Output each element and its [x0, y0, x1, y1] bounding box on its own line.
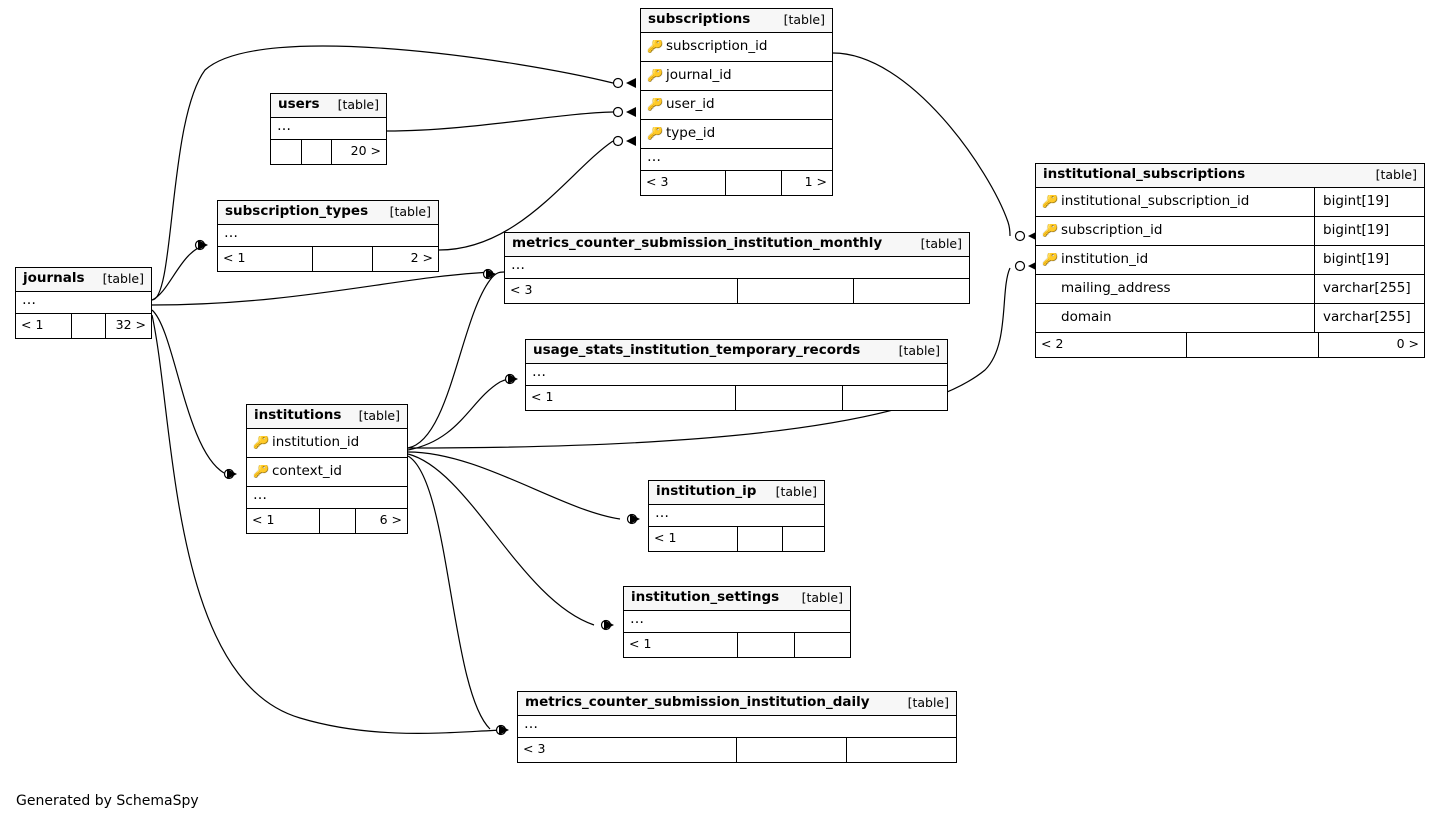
footer-incoming-count: < 1: [223, 250, 246, 266]
table-row[interactable]: [247, 458, 407, 487]
column-name: subscription_id: [666, 39, 768, 54]
table-row[interactable]: [247, 429, 407, 458]
column-name: mailing_address: [1061, 281, 1171, 296]
primary-key-icon: 🔑: [647, 39, 664, 54]
table-tag: [table]: [907, 694, 949, 710]
table-tag: [table]: [898, 342, 940, 358]
footer-incoming-count: < 1: [252, 512, 275, 528]
column-name: type_id: [666, 126, 716, 141]
primary-key-icon: 🔑: [253, 435, 270, 450]
table-name: journals: [23, 270, 85, 286]
table-tag: [table]: [337, 96, 379, 112]
table-usage-stats-institution-temporary-records[interactable]: [525, 339, 948, 411]
column-cell: [1036, 224, 1314, 238]
column-name: journal_id: [666, 68, 732, 83]
table-subscriptions[interactable]: [640, 8, 833, 196]
footer-incoming-count: < 3: [523, 741, 546, 757]
column-type: bigint[19]: [1314, 188, 1424, 216]
more-columns-indicator: …: [218, 225, 438, 247]
footer-middle: [736, 738, 846, 762]
footer-outgoing-count: [853, 279, 969, 303]
footer-middle: [735, 386, 842, 410]
table-body: [271, 118, 386, 164]
table-institutions[interactable]: [246, 404, 408, 534]
generated-by-credit: Generated by SchemaSpy: [16, 793, 199, 809]
table-tag: [table]: [1375, 166, 1417, 182]
table-tag: [table]: [783, 11, 825, 27]
more-columns-indicator: …: [526, 364, 947, 386]
column-type: varchar[255]: [1314, 275, 1424, 303]
column-name: subscription_id: [1061, 223, 1163, 238]
footer-outgoing-count: 1 >: [781, 171, 832, 195]
table-footer: [271, 140, 386, 164]
table-footer: [526, 386, 947, 410]
column-name: context_id: [272, 464, 342, 479]
footer-incoming-count: < 1: [629, 636, 652, 652]
table-row[interactable]: [641, 33, 832, 62]
table-body: [218, 225, 438, 271]
table-body: [641, 33, 832, 195]
column-name: institutional_subscription_id: [1061, 194, 1250, 209]
table-body: [624, 611, 850, 657]
primary-key-icon: 🔑: [1042, 194, 1059, 209]
table-footer: [649, 527, 824, 551]
footer-incoming-count: < 1: [531, 389, 554, 405]
footer-middle: [312, 247, 372, 271]
table-title: [641, 9, 832, 33]
column-name: domain: [1061, 310, 1112, 325]
table-name: subscription_types: [225, 203, 369, 219]
table-institution-ip[interactable]: [648, 480, 825, 552]
foreign-key-icon: 🔑: [647, 126, 664, 141]
table-row[interactable]: [1036, 217, 1424, 246]
table-tag: [table]: [801, 589, 843, 605]
footer-middle: [737, 527, 782, 551]
footer-outgoing-count: [782, 527, 824, 551]
table-row[interactable]: [1036, 188, 1424, 217]
footer-outgoing-count: 20 >: [331, 140, 386, 164]
more-columns-indicator: …: [247, 487, 407, 509]
table-metrics-counter-submission-institution-daily[interactable]: [517, 691, 957, 763]
table-title: [624, 587, 850, 611]
table-footer: [641, 171, 832, 195]
more-columns-indicator: …: [518, 716, 956, 738]
table-name: metrics_counter_submission_institution_daily: [525, 694, 870, 710]
table-tag: [table]: [389, 203, 431, 219]
table-tag: [table]: [920, 235, 962, 251]
table-tag: [table]: [358, 407, 400, 423]
column-type: bigint[19]: [1314, 246, 1424, 274]
foreign-key-icon: 🔑: [1042, 252, 1059, 267]
footer-middle: [737, 279, 853, 303]
table-body: [649, 505, 824, 551]
footer-incoming-count: < 3: [646, 174, 669, 190]
table-body: [16, 292, 151, 338]
footer-incoming-count: < 1: [654, 530, 677, 546]
table-name: subscriptions: [648, 11, 751, 27]
foreign-key-icon: 🔑: [647, 68, 664, 83]
table-institution-settings[interactable]: [623, 586, 851, 658]
table-tag: [table]: [775, 483, 817, 499]
table-name: users: [278, 96, 320, 112]
foreign-key-icon: 🔑: [1042, 223, 1059, 238]
table-title: [218, 201, 438, 225]
table-title: [247, 405, 407, 429]
table-institutional-subscriptions[interactable]: [1035, 163, 1425, 358]
column-name: user_id: [666, 97, 715, 112]
more-columns-indicator: …: [271, 118, 386, 140]
footer-outgoing-count: [842, 386, 947, 410]
table-title: [518, 692, 956, 716]
footer-middle: [71, 314, 105, 338]
footer-middle: [301, 140, 331, 164]
table-tag: [table]: [102, 270, 144, 286]
footer-incoming-count: < 2: [1041, 336, 1064, 352]
table-row[interactable]: [1036, 246, 1424, 275]
table-footer: [218, 247, 438, 271]
table-footer: [624, 633, 850, 657]
table-title: [505, 233, 969, 257]
table-title: [16, 268, 151, 292]
table-journals[interactable]: [15, 267, 152, 339]
table-row[interactable]: [1036, 275, 1424, 304]
table-title: [1036, 164, 1424, 188]
more-columns-indicator: …: [16, 292, 151, 314]
column-name: institution_id: [272, 435, 360, 450]
table-name: usage_stats_institution_temporary_records: [533, 342, 861, 358]
table-subscription-types[interactable]: [217, 200, 439, 272]
more-columns-indicator: …: [641, 149, 832, 171]
table-row[interactable]: [1036, 304, 1424, 333]
table-metrics-counter-submission-institution-monthly[interactable]: [504, 232, 970, 304]
footer-outgoing-count: [846, 738, 956, 762]
foreign-key-icon: 🔑: [647, 97, 664, 112]
table-row[interactable]: [641, 62, 832, 91]
table-body: [518, 716, 956, 762]
column-cell: [247, 436, 407, 450]
table-body: [526, 364, 947, 410]
footer-incoming-count: < 3: [510, 282, 533, 298]
column-cell: [1036, 282, 1314, 296]
column-cell: [641, 40, 832, 54]
column-name: institution_id: [1061, 252, 1149, 267]
column-type: bigint[19]: [1314, 217, 1424, 245]
column-cell: [1036, 195, 1314, 209]
column-cell: [247, 465, 407, 479]
footer-outgoing-count: [794, 633, 850, 657]
column-type: varchar[255]: [1314, 304, 1424, 332]
table-footer: [518, 738, 956, 762]
column-cell: [1036, 311, 1314, 325]
table-footer: [16, 314, 151, 338]
table-body: [505, 257, 969, 303]
footer-middle: [737, 633, 794, 657]
column-cell: [641, 98, 832, 112]
table-name: institution_ip: [656, 483, 757, 499]
table-row[interactable]: [641, 91, 832, 120]
footer-incoming-count: < 1: [21, 317, 44, 333]
no-key-icon: [1042, 311, 1056, 324]
footer-outgoing-count: 6 >: [355, 509, 407, 533]
table-name: metrics_counter_submission_institution_monthly: [512, 235, 883, 251]
table-footer: [247, 509, 407, 533]
more-columns-indicator: …: [624, 611, 850, 633]
footer-incoming-count: [271, 140, 301, 164]
table-title: [526, 340, 947, 364]
more-columns-indicator: …: [649, 505, 824, 527]
table-body: [1036, 188, 1424, 357]
table-title: [271, 94, 386, 118]
column-cell: [641, 127, 832, 141]
table-footer: [1036, 333, 1424, 357]
table-title: [649, 481, 824, 505]
table-name: institution_settings: [631, 589, 780, 605]
table-name: institutional_subscriptions: [1043, 166, 1246, 182]
table-users[interactable]: [270, 93, 387, 165]
footer-outgoing-count: 2 >: [372, 247, 438, 271]
footer-middle: [1186, 333, 1318, 357]
table-footer: [505, 279, 969, 303]
table-body: [247, 429, 407, 533]
table-row[interactable]: [641, 120, 832, 149]
no-key-icon: [1042, 282, 1056, 295]
more-columns-indicator: …: [505, 257, 969, 279]
footer-middle: [725, 171, 781, 195]
column-cell: [641, 69, 832, 83]
footer-outgoing-count: 0 >: [1318, 333, 1424, 357]
footer-middle: [319, 509, 355, 533]
foreign-key-icon: 🔑: [253, 464, 270, 479]
footer-outgoing-count: 32 >: [105, 314, 151, 338]
column-cell: [1036, 253, 1314, 267]
table-name: institutions: [254, 407, 342, 423]
